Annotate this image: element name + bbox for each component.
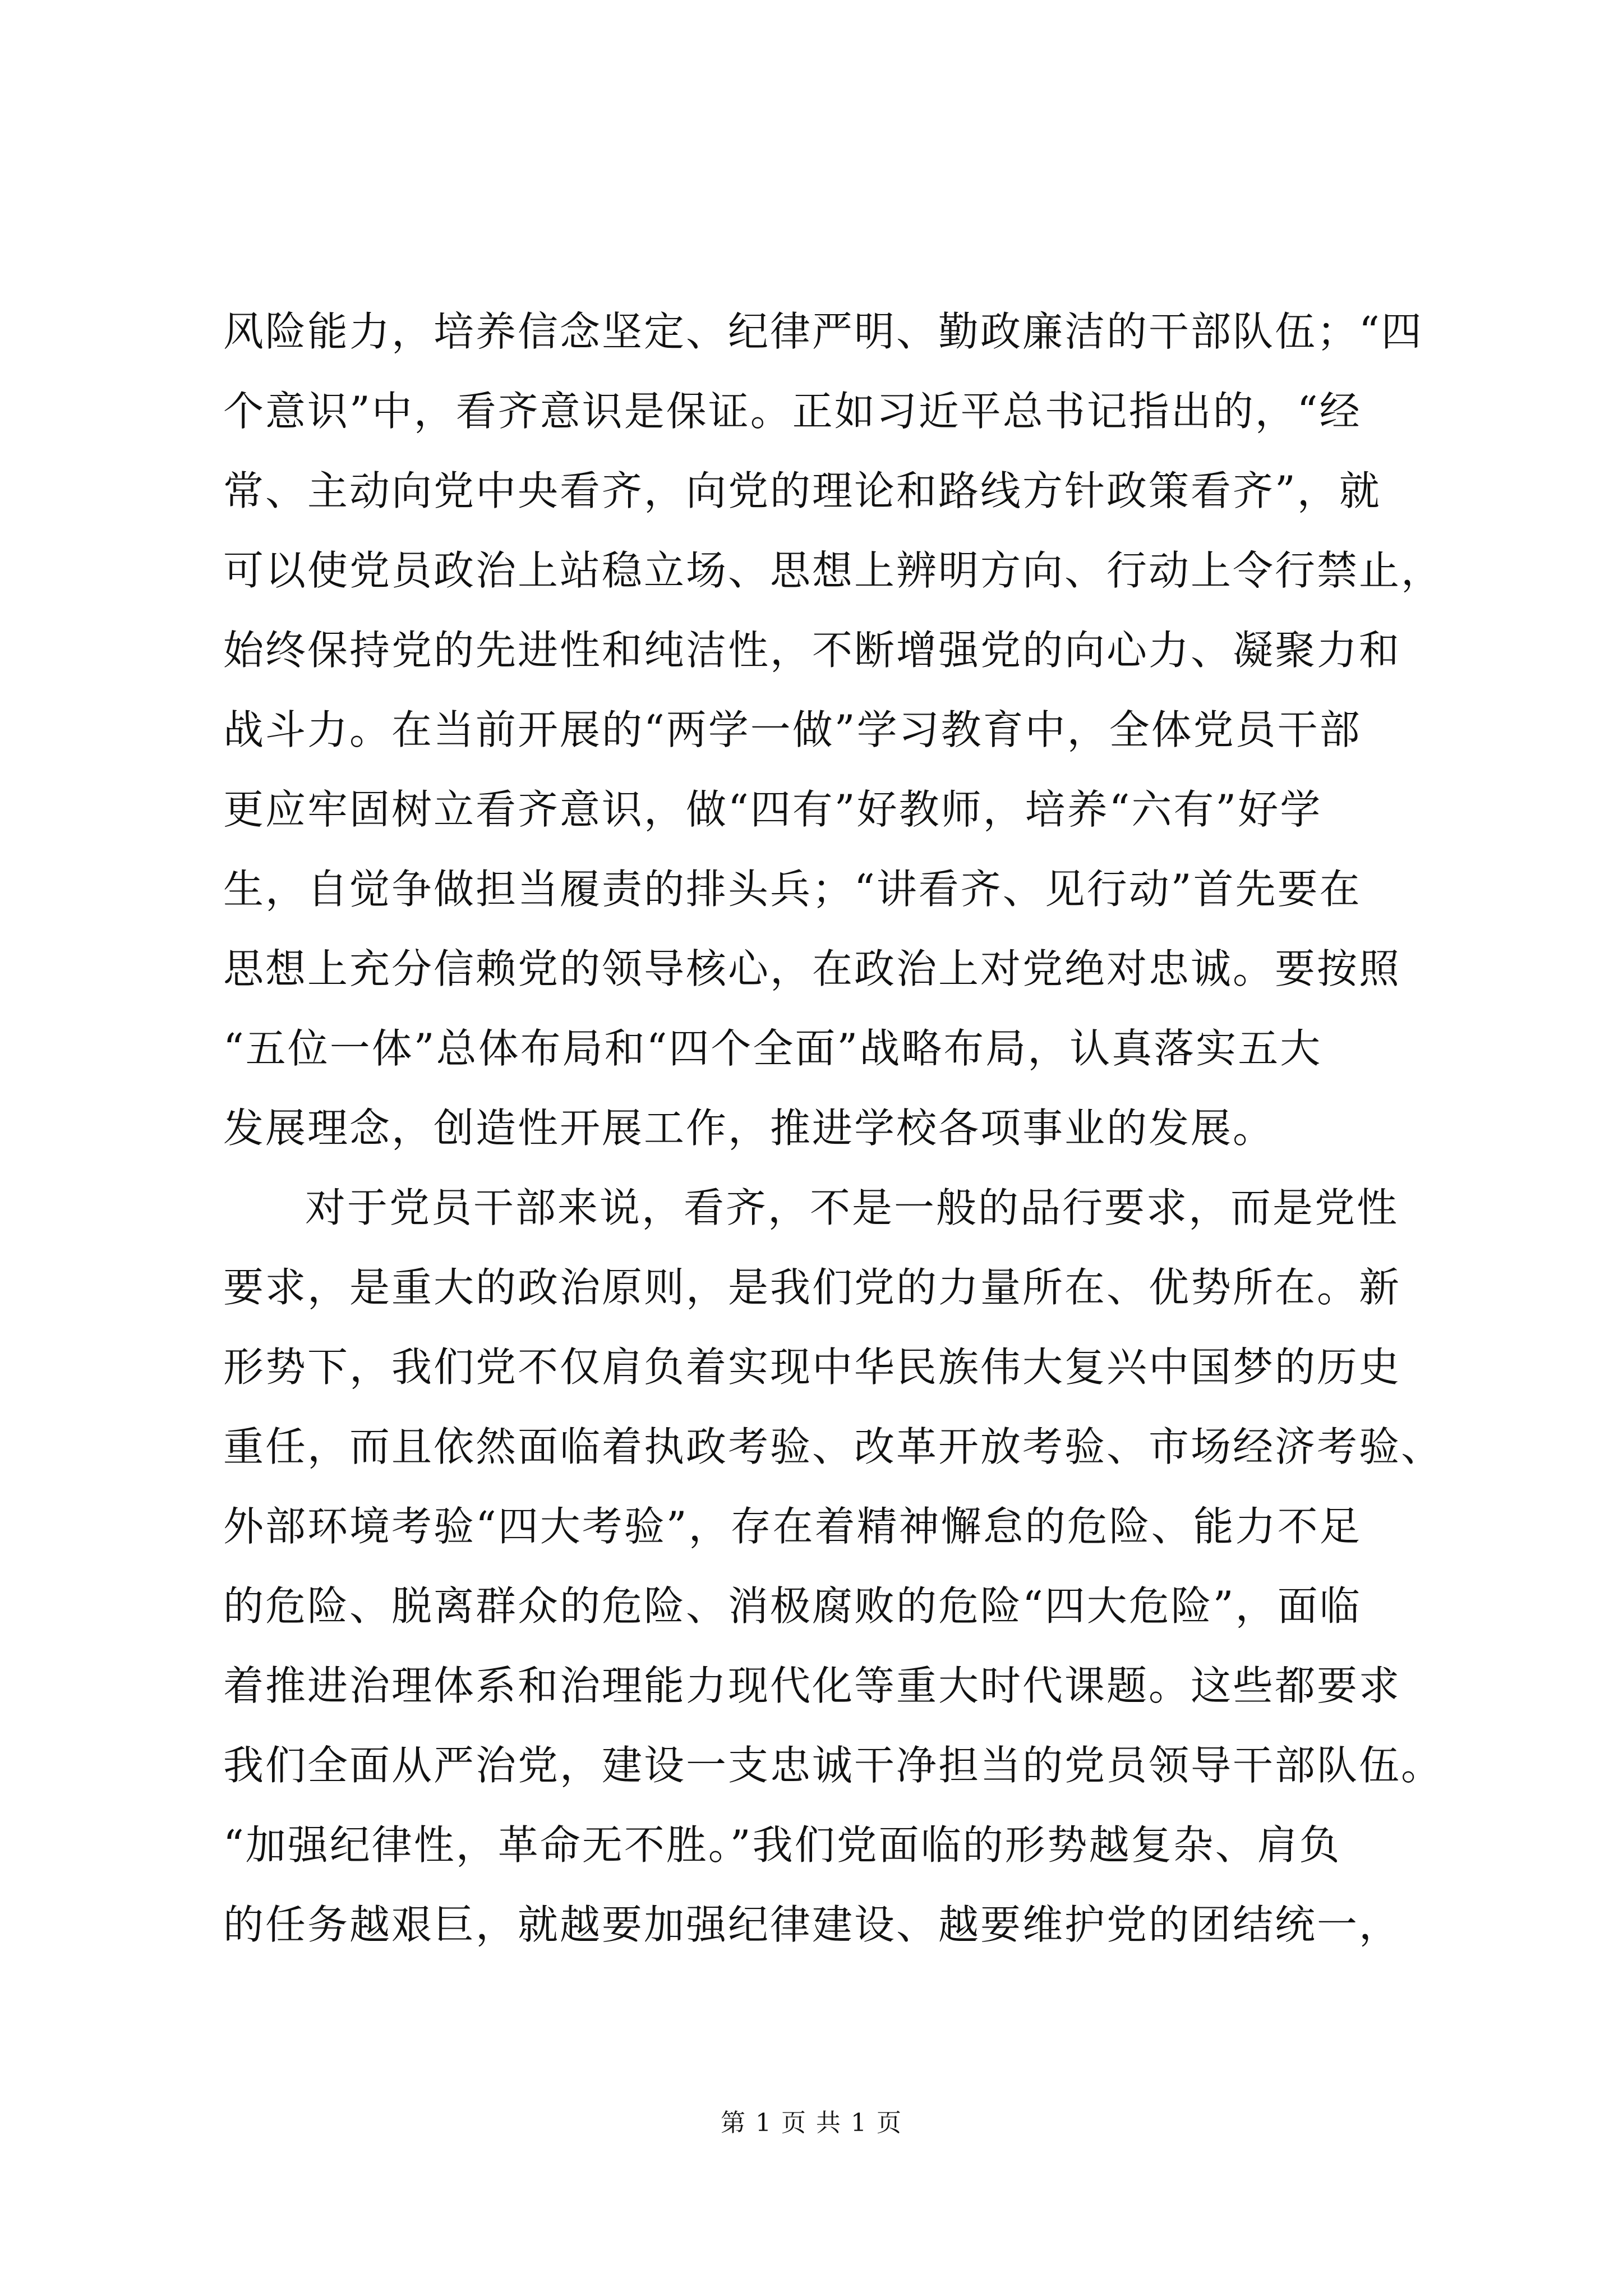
text-line: 思想上充分信赖党的领导核心，在政治上对党绝对忠诚。要按照 — [223, 945, 1401, 992]
text-line: “加强纪律性，革命无不胜。”我们党面临的形势越复杂、肩负 — [223, 1821, 1341, 1869]
text-line: 可以使党员政治上站稳立场、思想上辨明方向、行动上令行禁止， — [223, 547, 1444, 594]
document-body — [223, 292, 1444, 1964]
text-line: 的任务越艰巨，就越要加强纪律建设、越要维护党的团结统一， — [223, 1901, 1401, 1948]
text-line: 的危险、脱离群众的危险、消极腐败的危险“四大危险”，面临 — [223, 1582, 1362, 1630]
text-line: 风险能力，培养信念坚定、纪律严明、勤政廉洁的干部队伍；“四 — [223, 308, 1423, 355]
text-line: 要求，是重大的政治原则，是我们党的力量所在、优势所在。新 — [223, 1264, 1401, 1311]
text-line: 形势下，我们党不仅肩负着实现中华民族伟大复兴中国梦的历史 — [223, 1343, 1401, 1391]
text-line: 更应牢固树立看齐意识，做“四有”好教师，培养“六有”好学 — [223, 786, 1322, 833]
text-line: 始终保持党的先进性和纯洁性，不断增强党的向心力、凝聚力和 — [223, 627, 1401, 674]
text-line: 常、主动向党中央看齐，向党的理论和路线方针政策看齐”，就 — [223, 467, 1381, 514]
text-line: 外部环境考验“四大考验”，存在着精神懈怠的危险、能力不足 — [223, 1503, 1362, 1550]
text-line: 重任，而且依然面临着执政考验、改革开放考验、市场经济考验、 — [223, 1423, 1444, 1470]
text-line: “五位一体”总体布局和“四个全面”战略布局，认真落实五大 — [223, 1025, 1322, 1072]
text-line: 发展理念，创造性开展工作，推进学校各项事业的发展。 — [223, 1105, 1275, 1152]
paragraph-first-line: 对于党员干部来说，看齐，不是一般的品行要求，而是党性 — [305, 1184, 1399, 1231]
text-line: 个意识”中，看齐意识是保证。正如习近平总书记指出的，“经 — [223, 388, 1362, 435]
text-line: 战斗力。在当前开展的“两学一做”学习教育中，全体党员干部 — [223, 706, 1362, 753]
page-footer: 第 1 页 共 1 页 — [721, 2109, 902, 2137]
text-line: 着推进治理体系和治理能力现代化等重大时代课题。这些都要求 — [223, 1662, 1401, 1709]
text-line: 生，自觉争做担当履责的排头兵；“讲看齐、见行动”首先要在 — [223, 866, 1362, 913]
text-line: 我们全面从严治党，建设一支忠诚干净担当的党员领导干部队伍。 — [223, 1742, 1444, 1789]
